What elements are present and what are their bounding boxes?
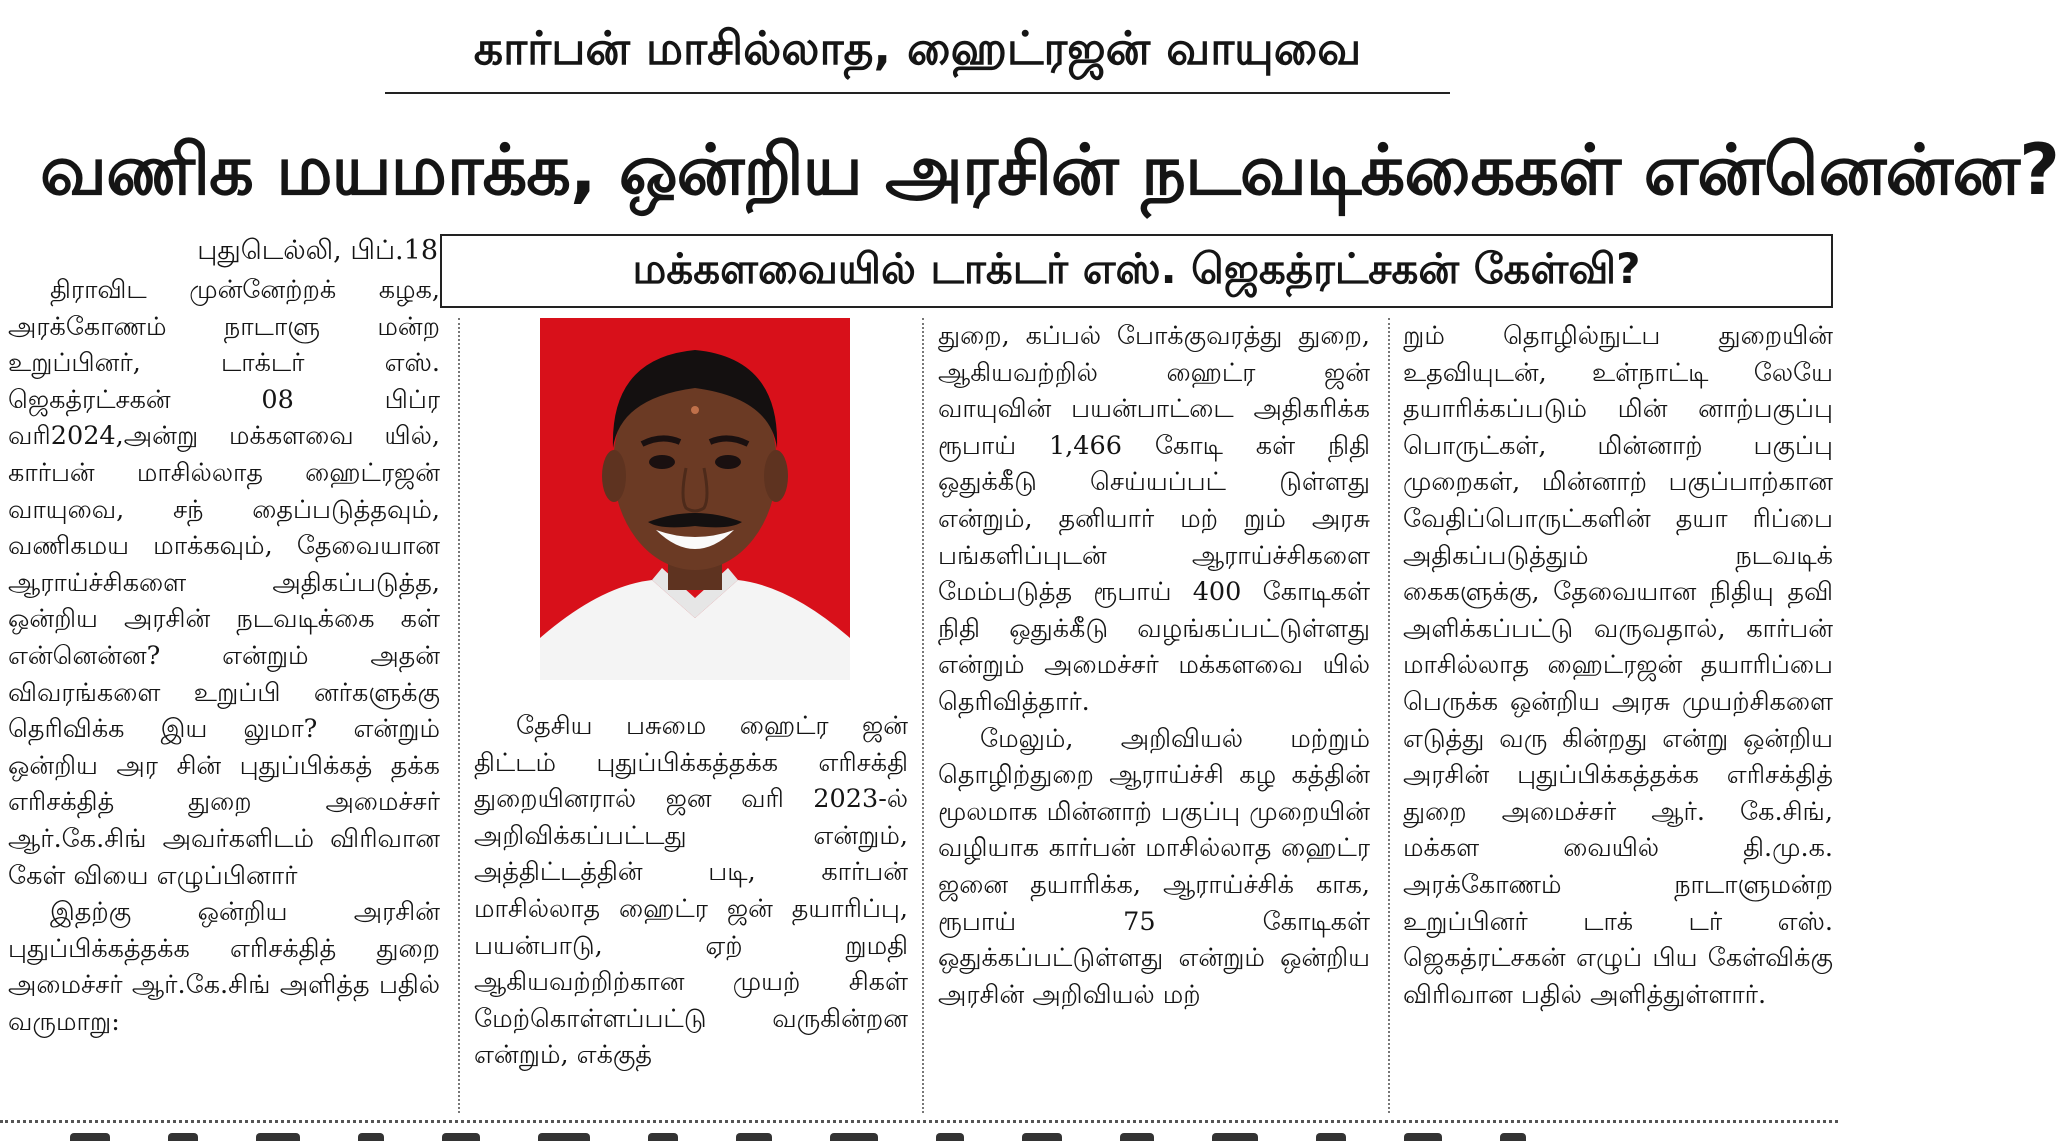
bottom-divider [0,1120,1838,1123]
article-column-3 [938,318,1370,1118]
paragraph: றும் தொழில்நுட்ப துறையின் உதவியுடன், உள்நாட்டி லேயே தயாரிக்கப்படும் மின் னாற்பகுப்பு பொருட்கள், மின்னாற் பகுப்பு முறைகள், மின்னாற் பகுப்பாற்கான வேதிப்பொருட்களின் தயா ரிப்பை அதிகப்படுத்தும் நடவடிக் கைகளுக்கு, தேவையான நிதியு தவி அளிக்கப்பட்டு வருவதால், கார்பன் மாசில்லாத ஹைட்ரஜன் தயாரிப்பை பெருக்க ஒன்றிய அரசு முயற்சிகளை எடுத்து வரு கின்றது என்று ஒன்றிய அரசின் புதுப்பிக்கத்தக்க எரிசக்தித் துறை அமைச்சர் ஆர். கே.சிங், மக்கள வையில் தி.மு.க. அரக்கோணம் நாடாளுமன்ற உறுப்பினர் டாக் டர் எஸ். ஜெகத்ரட்சகன் எழுப் பிய கேள்விக்கு விரிவான பதில் அளித்துள்ளார். [1403,321,1833,1010]
column-divider [922,318,924,1113]
kicker-underline [385,92,1450,94]
portrait-photo [540,318,850,680]
main-headline: வணிக மயமாக்க, ஒன்றிய அரசின் நடவடிக்கைகள் என்னென்ன? [40,129,2059,211]
paragraph: தேசிய பசுமை ஹைட்ர ஜன் திட்டம் புதுப்பிக்கத்தக்க எரிசக்தி துறையினரால் ஜன வரி 2023-ல் அறிவிக்கப்பட்டது என்றும், அத்திட்டத்தின் படி, கார்பன் மாசில்லாத ஹைட்ர ஜன் தயாரிப்பு, பயன்பாடு, ஏற் றுமதி ஆகியவற்றிற்கான முயற் சிகள் மேற்கொள்ளப்பட்டு வருகின்றன என்றும், எக்குத் [474,711,908,1071]
paragraph: இதற்கு ஒன்றிய அரசின் புதுப்பிக்கத்தக்க எரிசக்தித் துறை அமைச்சர் ஆர்.கே.சிங் அளித்த பதில் வருமாறு: [8,897,440,1037]
paragraph: துறை, கப்பல் போக்குவரத்து துறை, ஆகியவற்றில் ஹைட்ர ஜன் வாயுவின் பயன்பாட்டை அதிகரிக்க ரூபாய் 1,466 கோடி கள் நிதி ஒதுக்கீடு செய்யப்பட் டுள்ளது என்றும், தனியார் மற் றும் அரசு பங்களிப்புடன் ஆராய்ச்சிகளை மேம்படுத்த ரூபாய் 400 கோடிகள் நிதி ஒதுக்கீடு வழங்கப்பட்டுள்ளது என்றும் அமைச்சர் மக்களவை யில் தெரிவித்தார். [938,321,1370,717]
article-column-4 [1403,318,1833,1118]
next-article-edge [0,1126,1838,1134]
paragraph: மேலும், அறிவியல் மற்றும் தொழிற்துறை ஆராய்ச்சி கழ கத்தின் மூலமாக மின்னாற் பகுப்பு முறையின் வழியாக கார்பன் மாசில்லாத ஹைட்ர ஜனை தயாரிக்க, ஆராய்ச்சிக் காக, ரூபாய் 75 கோடிகள் ஒதுக்கப்பட்டுள்ளது என்றும் ஒன்றிய அரசின் அறிவியல் மற் [938,723,1370,1010]
subheadline: மக்களவையில் டாக்டர் எஸ். ஜெகத்ரட்சகன் கேள்வி? [632,243,1641,293]
subheadline-box [440,234,1833,308]
kicker-headline: கார்பன் மாசில்லாத, ஹைட்ரஜன் வாயுவை [473,21,1362,75]
dateline: புதுடெல்லி, பிப்.18 [197,235,438,266]
article-column-2 [474,708,908,1118]
column-divider [458,318,460,1113]
paragraph: திராவிட முன்னேற்றக் கழக, அரக்கோணம் நாடாளு மன்ற உறுப்பினர், டாக்டர் எஸ். ஜெகத்ரட்சகன் 08 பிப்ர வரி2024,அன்று மக்களவை யில், கார்பன் மாசில்லாத ஹைட்ரஜன் வாயுவை, சந் தைப்படுத்தவும், வணிகமய மாக்கவும், தேவையான ஆராய்ச்சிகளை அதிகப்படுத்த, ஒன்றிய அரசின் நடவடிக்கை கள் என்னென்ன? என்றும் அதன் விவரங்களை உறுப்பி னர்களுக்கு தெரிவிக்க இய லுமா? என்றும் ஒன்றிய அர சின் புதுப்பிக்கத் தக்க எரிசக்தித் துறை அமைச்சர் ஆர்.கே.சிங் அவர்களிடம் விரிவான கேள் வியை எழுப்பினார் [8,275,440,891]
article-column-1 [8,272,440,1117]
column-divider [1388,318,1390,1113]
